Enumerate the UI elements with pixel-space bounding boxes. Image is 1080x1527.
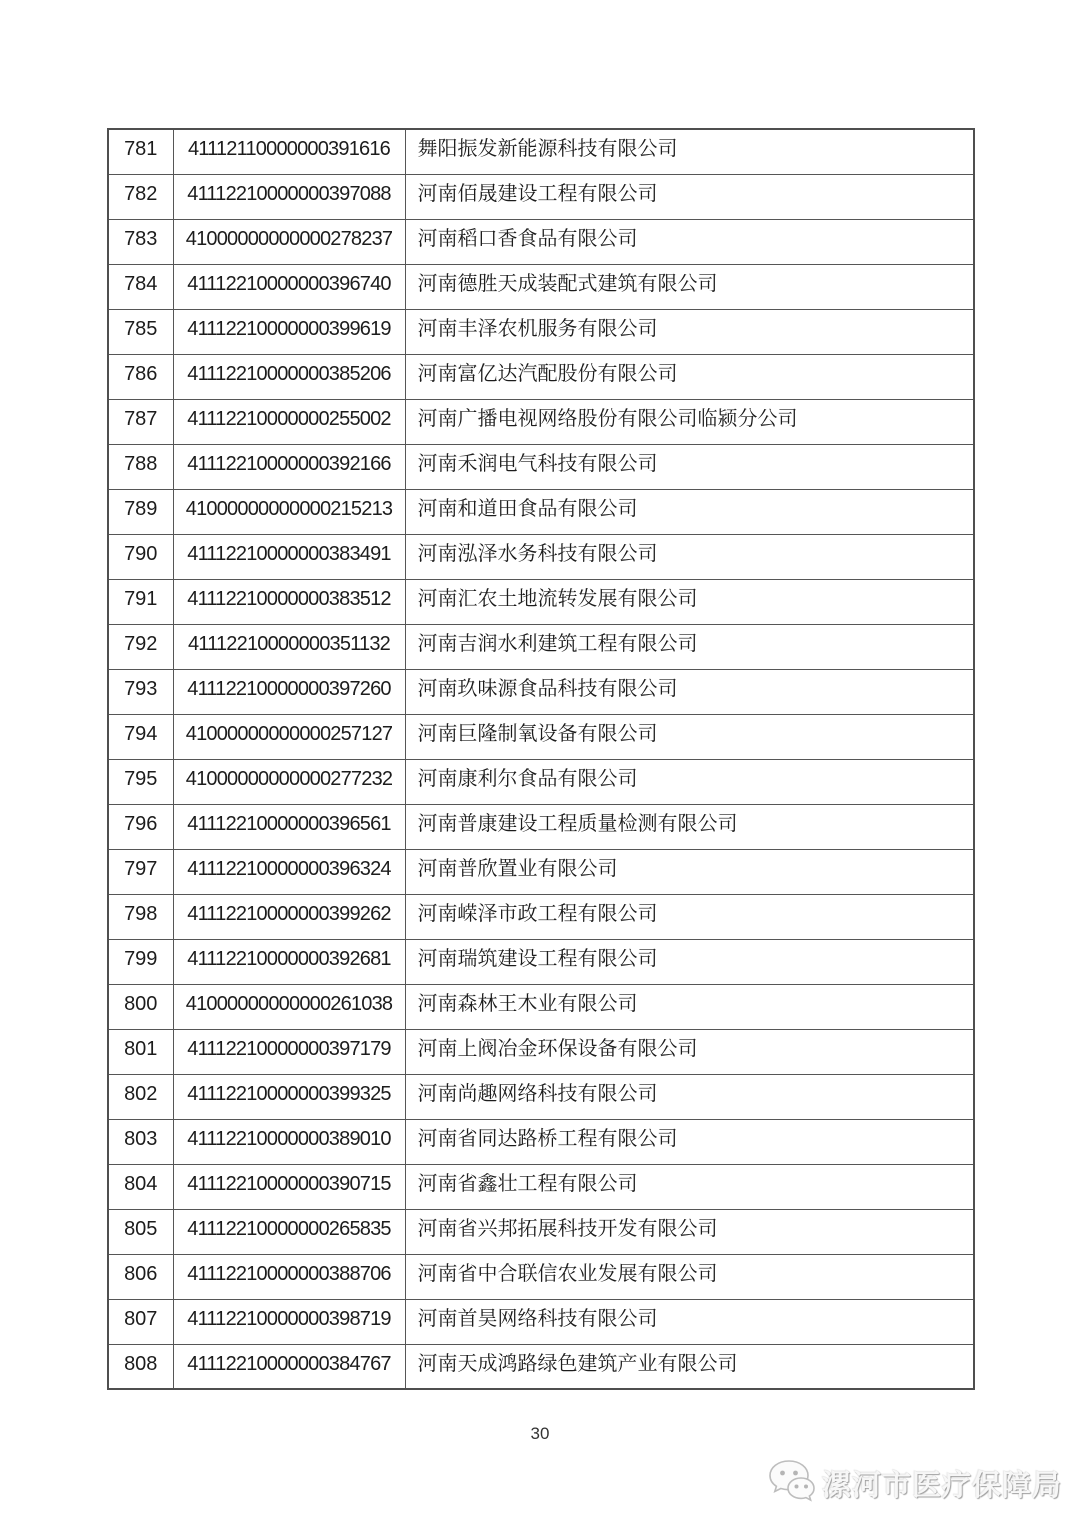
row-index-cell: 804 — [108, 1164, 173, 1209]
org-code-cell: 41112110000000391616 — [173, 129, 405, 174]
company-name-cell: 河南省兴邦拓展科技开发有限公司 — [405, 1209, 974, 1254]
row-index-cell: 802 — [108, 1074, 173, 1119]
table-row — [108, 1164, 974, 1209]
org-code-cell: 41000000000000277232 — [173, 759, 405, 804]
watermark-text: 漯河市医疗保障局 — [821, 1469, 1062, 1502]
table-row — [108, 489, 974, 534]
org-code-cell: 41112210000000399262 — [173, 894, 405, 939]
row-index-cell: 790 — [108, 534, 173, 579]
table-row — [108, 534, 974, 579]
company-name-cell: 河南普欣置业有限公司 — [405, 849, 974, 894]
company-name-cell: 河南玖味源食品科技有限公司 — [405, 669, 974, 714]
org-code-cell: 41112210000000265835 — [173, 1209, 405, 1254]
org-code-cell: 41000000000000278237 — [173, 219, 405, 264]
table-row — [108, 129, 974, 174]
row-index-cell: 798 — [108, 894, 173, 939]
company-name-cell: 河南嵘泽市政工程有限公司 — [405, 894, 974, 939]
row-index-cell: 783 — [108, 219, 173, 264]
row-index-cell: 782 — [108, 174, 173, 219]
row-index-cell: 803 — [108, 1119, 173, 1164]
table-row — [108, 1074, 974, 1119]
org-code-cell: 41112210000000385206 — [173, 354, 405, 399]
org-code-cell: 41112210000000396324 — [173, 849, 405, 894]
company-name-cell: 河南佰晟建设工程有限公司 — [405, 174, 974, 219]
company-name-cell: 河南省鑫壮工程有限公司 — [405, 1164, 974, 1209]
table-row — [108, 354, 974, 399]
table-row — [108, 804, 974, 849]
table-row — [108, 849, 974, 894]
row-index-cell: 789 — [108, 489, 173, 534]
table-row — [108, 894, 974, 939]
org-code-cell: 41112210000000397260 — [173, 669, 405, 714]
company-name-cell: 河南尚趣网络科技有限公司 — [405, 1074, 974, 1119]
org-code-cell: 41000000000000261038 — [173, 984, 405, 1029]
company-name-cell: 河南和道田食品有限公司 — [405, 489, 974, 534]
row-index-cell: 788 — [108, 444, 173, 489]
table-row — [108, 579, 974, 624]
row-index-cell: 808 — [108, 1344, 173, 1389]
row-index-cell: 795 — [108, 759, 173, 804]
org-code-cell: 41112210000000397179 — [173, 1029, 405, 1074]
org-code-cell: 41112210000000396561 — [173, 804, 405, 849]
org-code-cell: 41112210000000398719 — [173, 1299, 405, 1344]
table-row — [108, 984, 974, 1029]
table-row — [108, 624, 974, 669]
company-name-cell: 河南禾润电气科技有限公司 — [405, 444, 974, 489]
company-name-cell: 河南泓泽水务科技有限公司 — [405, 534, 974, 579]
org-code-cell: 41112210000000399325 — [173, 1074, 405, 1119]
table-row — [108, 759, 974, 804]
row-index-cell: 787 — [108, 399, 173, 444]
table-row — [108, 1299, 974, 1344]
org-code-cell: 41112210000000392166 — [173, 444, 405, 489]
org-code-cell: 41112210000000384767 — [173, 1344, 405, 1389]
table-row — [108, 1119, 974, 1164]
table-row — [108, 1029, 974, 1074]
row-index-cell: 807 — [108, 1299, 173, 1344]
company-table — [107, 128, 975, 1390]
company-name-cell: 河南康利尔食品有限公司 — [405, 759, 974, 804]
row-index-cell: 784 — [108, 264, 173, 309]
watermark — [764, 1458, 1062, 1508]
row-index-cell: 781 — [108, 129, 173, 174]
table-row — [108, 669, 974, 714]
org-code-cell: 41112210000000390715 — [173, 1164, 405, 1209]
table-row — [108, 444, 974, 489]
org-code-cell: 41112210000000389010 — [173, 1119, 405, 1164]
org-code-cell: 41112210000000399619 — [173, 309, 405, 354]
org-code-cell: 41112210000000255002 — [173, 399, 405, 444]
company-name-cell: 河南首昊网络科技有限公司 — [405, 1299, 974, 1344]
row-index-cell: 797 — [108, 849, 173, 894]
table-row — [108, 939, 974, 984]
wechat-icon — [764, 1458, 816, 1508]
table-row — [108, 714, 974, 759]
company-name-cell: 河南丰泽农机服务有限公司 — [405, 309, 974, 354]
company-name-cell: 河南富亿达汽配股份有限公司 — [405, 354, 974, 399]
company-name-cell: 河南汇农土地流转发展有限公司 — [405, 579, 974, 624]
row-index-cell: 794 — [108, 714, 173, 759]
table-row — [108, 1209, 974, 1254]
table-row — [108, 174, 974, 219]
company-name-cell: 河南森林王木业有限公司 — [405, 984, 974, 1029]
org-code-cell: 41112210000000396740 — [173, 264, 405, 309]
row-index-cell: 785 — [108, 309, 173, 354]
row-index-cell: 792 — [108, 624, 173, 669]
row-index-cell: 799 — [108, 939, 173, 984]
org-code-cell: 41112210000000351132 — [173, 624, 405, 669]
company-name-cell: 河南天成鸿路绿色建筑产业有限公司 — [405, 1344, 974, 1389]
table-row — [108, 219, 974, 264]
row-index-cell: 796 — [108, 804, 173, 849]
row-index-cell: 786 — [108, 354, 173, 399]
org-code-cell: 41112210000000392681 — [173, 939, 405, 984]
table-row — [108, 1254, 974, 1299]
table-row — [108, 264, 974, 309]
table-row — [108, 1344, 974, 1389]
company-name-cell: 河南德胜天成装配式建筑有限公司 — [405, 264, 974, 309]
org-code-cell: 41112210000000383491 — [173, 534, 405, 579]
company-name-cell: 河南普康建设工程质量检测有限公司 — [405, 804, 974, 849]
company-name-cell: 河南上阀冶金环保设备有限公司 — [405, 1029, 974, 1074]
table-row — [108, 399, 974, 444]
row-index-cell: 800 — [108, 984, 173, 1029]
company-name-cell: 河南稻口香食品有限公司 — [405, 219, 974, 264]
table-row — [108, 309, 974, 354]
company-name-cell: 舞阳振发新能源科技有限公司 — [405, 129, 974, 174]
org-code-cell: 41112210000000388706 — [173, 1254, 405, 1299]
row-index-cell: 793 — [108, 669, 173, 714]
company-table-body — [108, 129, 974, 1389]
company-name-cell: 河南省中合联信农业发展有限公司 — [405, 1254, 974, 1299]
org-code-cell: 41112210000000397088 — [173, 174, 405, 219]
org-code-cell: 41000000000000257127 — [173, 714, 405, 759]
company-name-cell: 河南省同达路桥工程有限公司 — [405, 1119, 974, 1164]
row-index-cell: 801 — [108, 1029, 173, 1074]
company-name-cell: 河南广播电视网络股份有限公司临颍分公司 — [405, 399, 974, 444]
company-name-cell: 河南巨隆制氧设备有限公司 — [405, 714, 974, 759]
row-index-cell: 806 — [108, 1254, 173, 1299]
company-name-cell: 河南吉润水利建筑工程有限公司 — [405, 624, 974, 669]
page-number: 30 — [530, 1424, 550, 1443]
company-name-cell: 河南瑞筑建设工程有限公司 — [405, 939, 974, 984]
row-index-cell: 791 — [108, 579, 173, 624]
row-index-cell: 805 — [108, 1209, 173, 1254]
org-code-cell: 41000000000000215213 — [173, 489, 405, 534]
org-code-cell: 41112210000000383512 — [173, 579, 405, 624]
